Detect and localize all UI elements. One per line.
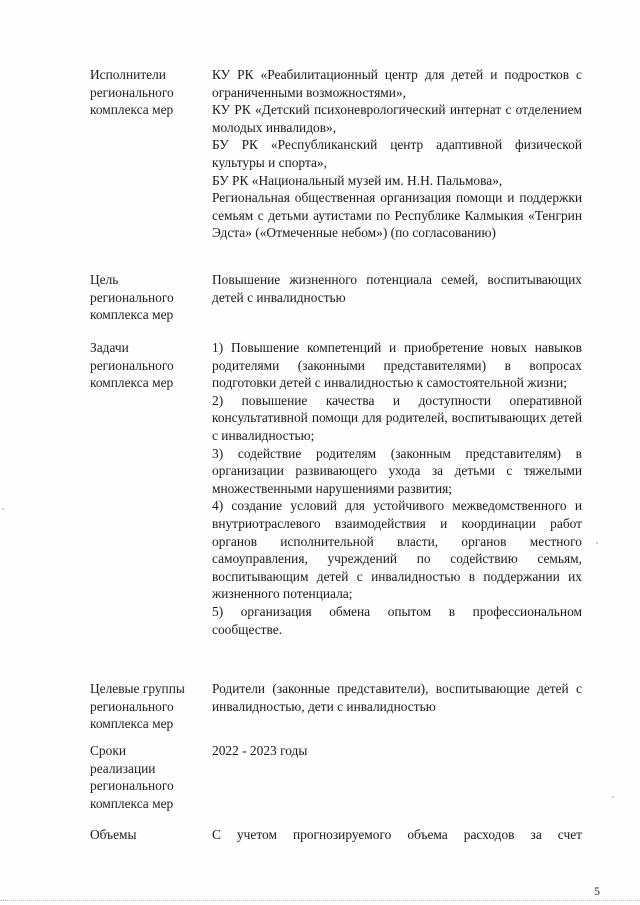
section-content	[212, 339, 582, 638]
section-content	[212, 742, 582, 812]
paragraph: КУ РК «Детский психоневрологический интернат с отделением молодых инвалидов»,	[212, 102, 582, 135]
label-line: комплекса мер	[90, 102, 174, 118]
label-line: регионального	[90, 778, 174, 794]
paragraph: БУ РК «Национальный музей им. Н.Н. Пальмова»,	[212, 172, 503, 188]
paragraph: 2022 - 2023 годы	[212, 743, 308, 758]
section-label	[90, 339, 212, 638]
label-line: Объемы	[90, 827, 137, 842]
section-target-groups	[90, 680, 582, 733]
section-tasks	[90, 339, 582, 638]
section-label	[90, 826, 212, 844]
label-line: комплекса мер	[90, 375, 174, 391]
paragraph: Родители (законные представители), воспитывающие детей с инвалидностью, дети с инвалидностью	[212, 681, 582, 714]
label-line: Целевые группы	[90, 681, 185, 696]
paragraph: С учетом прогнозируемого объема расходов за счет	[212, 827, 582, 842]
label-line: регионального	[90, 84, 174, 100]
label-line: комплекса мер	[90, 795, 174, 811]
scan-speck	[2, 508, 4, 510]
paragraph: 2) повышение качества и доступности оперативной консультативной помощи для родителей, воспитывающих детей с инвалидностью;	[212, 392, 582, 443]
label-line: комплекса мер	[90, 716, 174, 732]
label-line: регионального	[90, 698, 174, 714]
section-goal	[90, 271, 582, 324]
label-line: комплекса мер	[90, 307, 174, 323]
paragraph: БУ РК «Республиканский центр адаптивной физической культуры и спорта»,	[212, 137, 582, 170]
section-content	[212, 826, 582, 844]
section-content	[212, 66, 582, 242]
paragraph: КУ РК «Реабилитационный центр для детей и подростков с ограниченными возможностями»,	[212, 67, 582, 100]
section-label	[90, 66, 212, 242]
paragraph: 1) Повышение компетенций и приобретение новых навыков родителями (законными представителями) в вопросах подготовки детей с инвалидностью к самостоятельной жизни;	[212, 340, 582, 391]
section-timeline	[90, 742, 582, 812]
label-line: Цель	[90, 272, 119, 287]
page-number: 5	[594, 884, 600, 898]
paragraph: Региональная общественная организация помощи и поддержки семьям с детьми аутистами по Республике Калмыкия «Тенгрин Эдста» («Отмеченные небом») (по согласованию)	[212, 190, 582, 241]
scan-edge-dots	[0, 900, 640, 902]
section-label	[90, 742, 212, 812]
section-volumes	[90, 826, 582, 844]
scan-speck	[596, 542, 598, 544]
label-line: Задачи	[90, 340, 129, 355]
label-line: регионального	[90, 357, 174, 373]
label-line: Сроки	[90, 743, 126, 758]
label-line: реализации	[90, 760, 156, 776]
label-line: регионального	[90, 289, 174, 305]
paragraph: 4) создание условий для устойчивого межведомственного и внутриотраслевого взаимодействия и координации работ органов исполнительной власти, органов местного самоуправления, учреждений по содействию семьям, воспитывающим детей с инвалидностью в поддержании их жизненного потенциала;	[212, 498, 582, 602]
section-content	[212, 271, 582, 324]
section-executors	[90, 66, 582, 242]
section-content	[212, 680, 582, 733]
scan-speck	[612, 796, 614, 798]
paragraph: 5) организация обмена опытом в профессиональном сообществе.	[212, 603, 582, 637]
paragraph: Повышение жизненного потенциала семей, воспитывающих детей с инвалидностью	[212, 272, 582, 305]
section-label	[90, 271, 212, 324]
label-line: Исполнители	[90, 67, 166, 82]
section-label	[90, 680, 212, 733]
paragraph: 3) содействие родителям (законным представителям) в организации развивающего ухода за детьми с тяжелыми множественными нарушениями развития;	[212, 445, 582, 496]
